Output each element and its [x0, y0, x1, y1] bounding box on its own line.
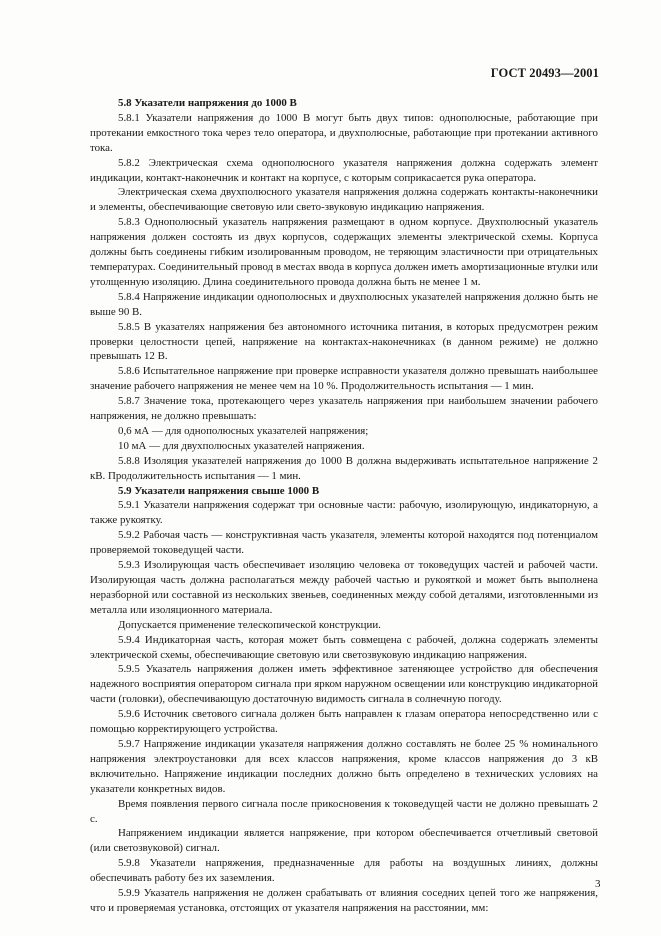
paragraph: 5.9.7 Напряжение индикации указателя напряжения должно составлять не более 25 % номинального напряжения электроустановки для всех классов напряжения, кроме классов напряжения до 3 кВ включительно. Напряжение индикации последних должно быть определено в технических условиях на указатели конкретных видов.	[90, 737, 598, 795]
paragraph: Электрическая схема двухполюсного указателя напряжения должна содержать контакты-наконечники и элементы, обеспечивающие световую или свето-звуковую индикацию напряжения.	[90, 186, 598, 214]
paragraph: Время появления первого сигнала после прикосновения к токоведущей части не должно превышать 2 с.	[90, 797, 598, 825]
paragraph: 5.9.1 Указатели напряжения содержат три основные части: рабочую, изолирующую, индикаторную, а также рукоятку.	[90, 499, 598, 527]
paragraph: 5.8.6 Испытательное напряжение при проверке исправности указателя должно превышать наибольшее значение рабочего напряжения не менее чем на 10 %. Продолжительность испытания — 1 мин.	[90, 365, 598, 393]
paragraph: 5.8.7 Значение тока, протекающего через указатель напряжения при наибольшем значении рабочего напряжения, не должно превышать:	[90, 395, 598, 423]
paragraph: Напряжением индикации является напряжение, при котором обеспечивается отчетливый световой (или светозвуковой) сигнал.	[90, 827, 598, 855]
list-item: 0,6 мА — для однополюсных указателей напряжения;	[118, 424, 369, 437]
paragraph: 5.8.3 Однополюсный указатель напряжения размещают в одном корпусе. Двухполюсный указатель напряжения должен состоять из двух корпусов, содержащих элементы электрической схемы. Корпуса должны быть соединены гибким изолированным проводом, не теряющим эластичности при отрицательных температурах. Соединительный провод в местах ввода в корпуса должен иметь амортизационные втулки или утолщенную изоляцию. Длина соединительного провода должна быть не менее 1 м.	[90, 216, 598, 288]
paragraph: 5.8.2 Электрическая схема однополюсного указателя напряжения должна содержать элемент индикации, контакт-наконечник и контакт на корпусе, с которым соприкасается рука оператора.	[90, 156, 598, 184]
paragraph: 5.9.9 Указатель напряжения не должен срабатывать от влияния соседних цепей того же напряжения, что и проверяемая установка, отстоящих от указателя напряжения на расстоянии, мм:	[90, 887, 598, 914]
paragraph: 5.9.8 Указатели напряжения, предназначенные для работы на воздушных линиях, должны обеспечивать работу без их заземления.	[90, 857, 598, 885]
paragraph: 5.8.4 Напряжение индикации однополюсных и двухполюсных указателей напряжения должно быть не выше 90 В.	[90, 290, 598, 318]
list-item: 10 мА — для двухполюсных указателей напряжения.	[118, 439, 365, 452]
paragraph: 5.9.5 Указатель напряжения должен иметь эффективное затеняющее устройство для обеспечения надежного восприятия оператором сигнала при ярком наружном освещении или конструкцию индикаторной части (головки), обеспечивающую достаточную видимость сигнала в солнечную погоду.	[90, 663, 598, 706]
paragraph: 5.9.3 Изолирующая часть обеспечивает изоляцию человека от токоведущих частей и рабочей части. Изолирующая часть должна располагаться между рабочей частью и рукояткой и может быть выполнена неразборной или составной из нескольких звеньев, соединенных между собой деталями, изготовленными из металла или изоляционного материала.	[90, 559, 598, 616]
section-heading-5-9: 5.9 Указатели напряжения свыше 1000 В	[118, 484, 320, 497]
paragraph: 5.9.2 Рабочая часть — конструктивная часть указателя, элементы которой находятся под потенциалом проверяемой токоведущей части.	[90, 529, 598, 557]
section-heading-5-8: 5.8 Указатели напряжения до 1000 В	[118, 97, 297, 109]
paragraph: 5.8.1 Указатели напряжения до 1000 В могут быть двух типов: однополюсные, работающие при протекании емкостного тока через тело оператора, и двухполюсные, работающие при протекании активного тока.	[90, 111, 598, 154]
paragraph: 5.8.8 Изоляция указателей напряжения до 1000 В должна выдерживать испытательное напряжение 2 кВ. Продолжительность испытания — 1 мин.	[90, 454, 598, 482]
page-number: 3	[595, 878, 601, 890]
paragraph: 5.8.5 В указателях напряжения без автономного источника питания, в которых предусмотрен режим проверки целостности цепей, напряжение на контактах-наконечниках (в данном режиме) не должно превышать 12 В.	[90, 320, 598, 363]
paragraph: 5.9.4 Индикаторная часть, которая может быть совмещена с рабочей, должна содержать элементы электрической схемы, обеспечивающие световую или светозвуковую индикацию напряжения.	[90, 633, 598, 661]
document-body	[90, 96, 598, 916]
document-code: ГОСТ 20493—2001	[490, 66, 599, 80]
paragraph: Допускается применение телескопической конструкции.	[118, 618, 381, 631]
paragraph: 5.9.6 Источник светового сигнала должен быть направлен к глазам оператора непосредственно или с помощью корректирующего устройства.	[90, 708, 598, 736]
